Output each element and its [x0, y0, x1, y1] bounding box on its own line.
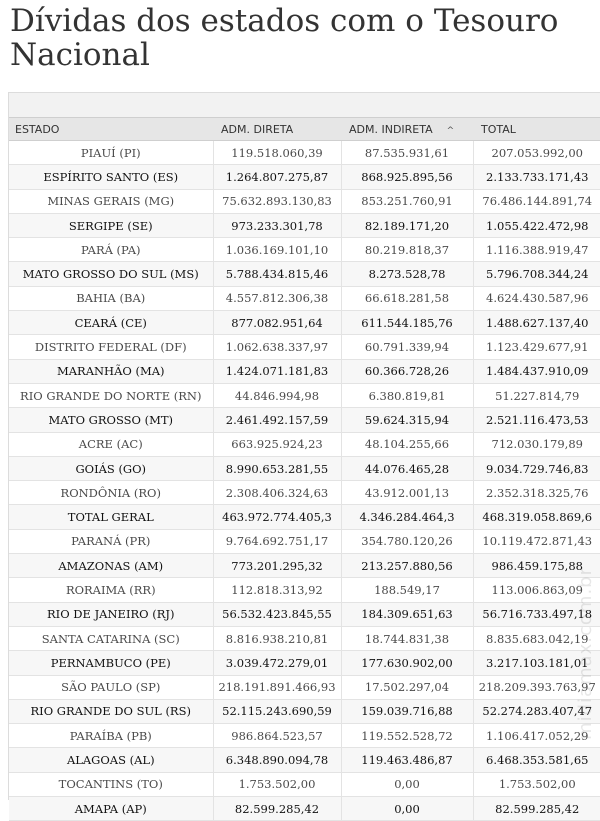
table-row — [9, 238, 600, 262]
table-row — [9, 359, 600, 383]
cell-adm-indireta: 44.076.465,28 — [341, 456, 473, 480]
cell-adm-indireta: 119.552.528,72 — [341, 724, 473, 748]
cell-total: 1.116.388.919,47 — [473, 238, 600, 262]
sort-ascending-icon[interactable]: ^ — [447, 126, 455, 136]
cell-estado: ACRE (AC) — [9, 432, 213, 456]
cell-adm-direta: 6.348.890.094,78 — [213, 748, 341, 772]
cell-total: 207.053.992,00 — [473, 141, 600, 165]
cell-adm-indireta: 853.251.760,91 — [341, 189, 473, 213]
table-row — [9, 311, 600, 335]
cell-adm-direta: 1.264.807.275,87 — [213, 165, 341, 189]
cell-total: 51.227.814,79 — [473, 383, 600, 407]
cell-estado: GOIÁS (GO) — [9, 456, 213, 480]
cell-adm-direta: 82.599.285,42 — [213, 797, 341, 821]
cell-estado: TOCANTINS (TO) — [9, 772, 213, 796]
cell-total: 1.106.417.052,29 — [473, 724, 600, 748]
cell-adm-direta: 986.864.523,57 — [213, 724, 341, 748]
cell-adm-indireta: 0,00 — [341, 797, 473, 821]
cell-estado: SÃO PAULO (SP) — [9, 675, 213, 699]
cell-adm-indireta: 611.544.185,76 — [341, 311, 473, 335]
table-row — [9, 626, 600, 650]
cell-adm-indireta: 213.257.880,56 — [341, 554, 473, 578]
cell-estado: MARANHÃO (MA) — [9, 359, 213, 383]
cell-adm-direta: 877.082.951,64 — [213, 311, 341, 335]
cell-total: 5.796.708.344,24 — [473, 262, 600, 286]
cell-total: 2.133.733.171,43 — [473, 165, 600, 189]
cell-estado: PARÁ (PA) — [9, 238, 213, 262]
cell-estado: CEARÁ (CE) — [9, 311, 213, 335]
cell-estado: RIO DE JANEIRO (RJ) — [9, 602, 213, 626]
cell-adm-direta: 2.308.406.324,63 — [213, 481, 341, 505]
table-row — [9, 505, 600, 529]
cell-adm-indireta: 87.535.931,61 — [341, 141, 473, 165]
table-row — [9, 772, 600, 796]
cell-adm-indireta: 8.273.528,78 — [341, 262, 473, 286]
cell-estado: PIAUÍ (PI) — [9, 141, 213, 165]
cell-adm-indireta: 66.618.281,58 — [341, 286, 473, 310]
cell-adm-direta: 112.818.313,92 — [213, 578, 341, 602]
cell-adm-direta: 1.424.071.181,83 — [213, 359, 341, 383]
cell-estado: RIO GRANDE DO SUL (RS) — [9, 699, 213, 723]
cell-estado: MATO GROSSO DO SUL (MS) — [9, 262, 213, 286]
cell-total: 2.352.318.325,76 — [473, 481, 600, 505]
cell-estado: MATO GROSSO (MT) — [9, 408, 213, 432]
table-row — [9, 651, 600, 675]
cell-total: 2.521.116.473,53 — [473, 408, 600, 432]
table-row — [9, 286, 600, 310]
column-header-adm-direta[interactable]: ADM. DIRETA — [213, 118, 341, 141]
cell-adm-indireta: 48.104.255,66 — [341, 432, 473, 456]
cell-estado: ESPÍRITO SANTO (ES) — [9, 165, 213, 189]
cell-adm-indireta: 354.780.120,26 — [341, 529, 473, 553]
table-row — [9, 165, 600, 189]
cell-adm-indireta: 0,00 — [341, 772, 473, 796]
table-row — [9, 408, 600, 432]
table-row — [9, 675, 600, 699]
cell-adm-indireta: 60.366.728,26 — [341, 359, 473, 383]
debts-table — [9, 117, 600, 821]
table-row — [9, 529, 600, 553]
cell-total: 1.484.437.910,09 — [473, 359, 600, 383]
table-row — [9, 724, 600, 748]
cell-adm-direta: 4.557.812.306,38 — [213, 286, 341, 310]
cell-total: 468.319.058.869,6 — [473, 505, 600, 529]
cell-adm-direta: 1.753.502,00 — [213, 772, 341, 796]
column-header-total[interactable]: TOTAL — [473, 118, 600, 141]
cell-adm-direta: 2.461.492.157,59 — [213, 408, 341, 432]
cell-total: 3.217.103.181,01 — [473, 651, 600, 675]
cell-adm-direta: 44.846.994,98 — [213, 383, 341, 407]
cell-total: 1.123.429.677,91 — [473, 335, 600, 359]
cell-adm-direta: 52.115.243.690,59 — [213, 699, 341, 723]
cell-adm-direta: 8.990.653.281,55 — [213, 456, 341, 480]
cell-estado: RONDÔNIA (RO) — [9, 481, 213, 505]
cell-adm-indireta: 159.039.716,88 — [341, 699, 473, 723]
cell-adm-direta: 3.039.472.279,01 — [213, 651, 341, 675]
table-row — [9, 578, 600, 602]
table-row — [9, 699, 600, 723]
cell-total: 52.274.283.407,47 — [473, 699, 600, 723]
cell-adm-direta: 75.632.893.130,83 — [213, 189, 341, 213]
table-row — [9, 481, 600, 505]
cell-estado: RIO GRANDE DO NORTE (RN) — [9, 383, 213, 407]
cell-estado: MINAS GERAIS (MG) — [9, 189, 213, 213]
cell-estado: ALAGOAS (AL) — [9, 748, 213, 772]
table-row — [9, 432, 600, 456]
cell-adm-indireta: 188.549,17 — [341, 578, 473, 602]
cell-adm-direta: 663.925.924,23 — [213, 432, 341, 456]
cell-adm-indireta: 17.502.297,04 — [341, 675, 473, 699]
table-row — [9, 141, 600, 165]
cell-estado: RORAIMA (RR) — [9, 578, 213, 602]
cell-adm-indireta: 18.744.831,38 — [341, 626, 473, 650]
table-row — [9, 335, 600, 359]
cell-adm-direta: 218.191.891.466,93 — [213, 675, 341, 699]
cell-total: 82.599.285,42 — [473, 797, 600, 821]
table-row — [9, 456, 600, 480]
cell-adm-direta: 463.972.774.405,3 — [213, 505, 341, 529]
cell-total: 1.488.627.137,40 — [473, 311, 600, 335]
cell-adm-direta: 1.036.169.101,10 — [213, 238, 341, 262]
cell-total: 4.624.430.587,96 — [473, 286, 600, 310]
cell-total: 113.006.863,09 — [473, 578, 600, 602]
cell-adm-indireta: 80.219.818,37 — [341, 238, 473, 262]
cell-adm-indireta: 6.380.819,81 — [341, 383, 473, 407]
debts-table-panel — [8, 92, 600, 800]
cell-adm-indireta: 184.309.651,63 — [341, 602, 473, 626]
column-header-adm-indireta[interactable]: ADM. INDIRETA ^ — [341, 118, 473, 141]
cell-estado: PARAÍBA (PB) — [9, 724, 213, 748]
cell-estado: DISTRITO FEDERAL (DF) — [9, 335, 213, 359]
cell-adm-direta: 5.788.434.815,46 — [213, 262, 341, 286]
cell-adm-direta: 773.201.295,32 — [213, 554, 341, 578]
cell-adm-indireta: 59.624.315,94 — [341, 408, 473, 432]
cell-estado: BAHIA (BA) — [9, 286, 213, 310]
cell-total: 1.055.422.472,98 — [473, 213, 600, 237]
cell-total: 56.716.733.497,18 — [473, 602, 600, 626]
cell-adm-indireta: 4.346.284.464,3 — [341, 505, 473, 529]
cell-adm-direta: 1.062.638.337,97 — [213, 335, 341, 359]
page-title: Dívidas dos estados com o Tesouro Nacional — [0, 0, 600, 72]
cell-total: 76.486.144.891,74 — [473, 189, 600, 213]
cell-adm-indireta: 43.912.001,13 — [341, 481, 473, 505]
cell-estado: AMAZONAS (AM) — [9, 554, 213, 578]
cell-estado: SERGIPE (SE) — [9, 213, 213, 237]
cell-estado: TOTAL GERAL — [9, 505, 213, 529]
cell-total: 9.034.729.746,83 — [473, 456, 600, 480]
watermark: midiamax.com.br — [575, 567, 596, 740]
cell-adm-direta: 119.518.060,39 — [213, 141, 341, 165]
column-header-estado[interactable]: ESTADO — [9, 118, 213, 141]
table-row — [9, 383, 600, 407]
cell-estado: PERNAMBUCO (PE) — [9, 651, 213, 675]
cell-adm-indireta: 119.463.486,87 — [341, 748, 473, 772]
cell-adm-direta: 8.816.938.210,81 — [213, 626, 341, 650]
cell-adm-indireta: 868.925.895,56 — [341, 165, 473, 189]
cell-estado: AMAPA (AP) — [9, 797, 213, 821]
table-row — [9, 262, 600, 286]
cell-adm-direta: 56.532.423.845,55 — [213, 602, 341, 626]
cell-total: 10.119.472.871,43 — [473, 529, 600, 553]
cell-adm-indireta: 177.630.902,00 — [341, 651, 473, 675]
table-row — [9, 189, 600, 213]
cell-total: 218.209.393.763,97 — [473, 675, 600, 699]
cell-estado: PARANÁ (PR) — [9, 529, 213, 553]
table-row — [9, 213, 600, 237]
cell-adm-direta: 973.233.301,78 — [213, 213, 341, 237]
table-row — [9, 554, 600, 578]
table-header-row — [9, 118, 600, 141]
cell-adm-direta: 9.764.692.751,17 — [213, 529, 341, 553]
cell-estado: SANTA CATARINA (SC) — [9, 626, 213, 650]
table-row — [9, 748, 600, 772]
table-row — [9, 797, 600, 821]
cell-total: 712.030.179,89 — [473, 432, 600, 456]
cell-adm-indireta: 60.791.339,94 — [341, 335, 473, 359]
cell-total: 986.459.175,88 — [473, 554, 600, 578]
cell-total: 8.835.683.042,19 — [473, 626, 600, 650]
table-body — [9, 141, 600, 821]
cell-total: 1.753.502,00 — [473, 772, 600, 796]
cell-adm-indireta: 82.189.171,20 — [341, 213, 473, 237]
cell-total: 6.468.353.581,65 — [473, 748, 600, 772]
table-row — [9, 602, 600, 626]
